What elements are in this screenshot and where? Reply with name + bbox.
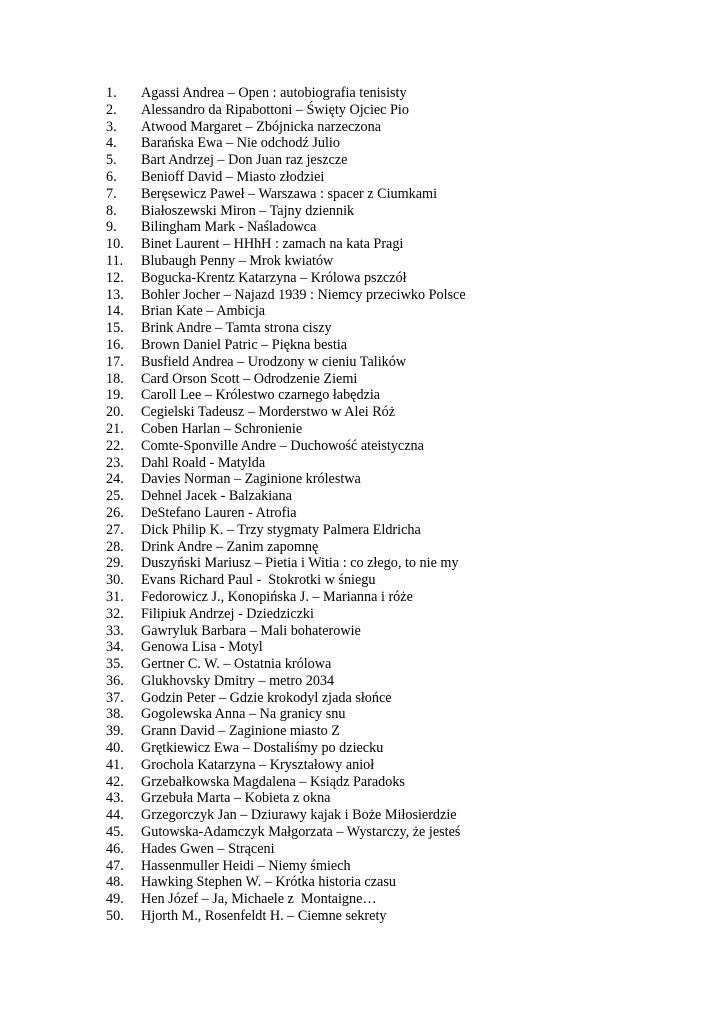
item-text: Alessandro da Ripabottoni – Święty Ojciec Pio	[141, 101, 409, 118]
item-number: 27.	[106, 521, 124, 538]
item-number: 28.	[106, 538, 124, 555]
list-item	[106, 790, 466, 807]
item-text: Bogucka-Krentz Katarzyna – Królowa pszczół	[141, 269, 407, 286]
list-item	[106, 371, 466, 388]
item-number: 11.	[106, 252, 124, 269]
item-text: Evans Richard Paul - Stokrotki w śniegu	[141, 572, 376, 589]
list-item	[106, 219, 466, 236]
item-number: 1.	[106, 85, 117, 101]
list-item	[106, 572, 466, 589]
item-text: Hawking Stephen W. – Krótka historia czasu	[141, 874, 396, 891]
item-number: 2.	[106, 101, 117, 118]
item-text: Dahl Roald - Matylda	[141, 454, 266, 471]
list-item	[106, 102, 466, 119]
item-text: Blubaugh Penny – Mrok kwiatów	[141, 252, 334, 269]
item-text: Barańska Ewa – Nie odchodź Julio	[141, 135, 340, 152]
item-number: 45.	[106, 824, 124, 841]
item-number: 30.	[106, 572, 124, 589]
item-text: Dehnel Jacek - Balzakiana	[141, 488, 292, 505]
item-number: 15.	[106, 320, 124, 337]
item-text: Card Orson Scott – Odrodzenie Ziemi	[141, 370, 358, 387]
list-item	[106, 807, 466, 824]
item-number: 22.	[106, 437, 124, 454]
list-item	[106, 488, 466, 505]
item-number: 47.	[106, 857, 124, 874]
item-number: 23.	[106, 454, 124, 471]
item-text: Filipiuk Andrzej - Dziedziczki	[141, 605, 314, 622]
item-number: 21.	[106, 420, 124, 437]
list-item	[106, 152, 466, 169]
item-text: Grann David – Zaginione miasto Z	[141, 723, 340, 740]
item-number: 36.	[106, 672, 124, 689]
list-item	[106, 471, 466, 488]
item-text: Busfield Andrea – Urodzony w cieniu Talików	[141, 353, 407, 370]
item-number: 46.	[106, 840, 124, 857]
item-number: 42.	[106, 773, 124, 790]
item-text: Caroll Lee – Królestwo czarnego łabędzia	[141, 387, 381, 404]
item-text: Atwood Margaret – Zbójnicka narzeczona	[141, 118, 382, 135]
item-number: 9.	[106, 219, 117, 236]
item-text: Bilingham Mark - Naśladowca	[141, 219, 317, 236]
item-number: 34.	[106, 639, 124, 656]
list-item	[106, 169, 466, 186]
list-item	[106, 522, 466, 539]
list-item	[106, 757, 466, 774]
list-item	[106, 186, 466, 203]
list-item	[106, 203, 466, 220]
item-text: Bart Andrzej – Don Juan raz jeszcze	[141, 152, 348, 169]
item-number: 16.	[106, 336, 124, 353]
item-number: 24.	[106, 471, 124, 488]
list-item	[106, 706, 466, 723]
item-text: Dick Philip K. – Trzy stygmaty Palmera Eldricha	[141, 521, 421, 538]
item-number: 29.	[106, 555, 124, 572]
item-number: 3.	[106, 118, 117, 135]
item-number: 26.	[106, 504, 124, 521]
list-item	[106, 303, 466, 320]
item-text: Comte-Sponville Andre – Duchowość ateistyczna	[141, 437, 424, 454]
item-number: 10.	[106, 236, 124, 253]
item-number: 8.	[106, 202, 117, 219]
item-text: Hades Gwen – Strąceni	[141, 840, 275, 857]
list-item	[106, 270, 466, 287]
item-number: 25.	[106, 488, 124, 505]
item-number: 37.	[106, 689, 124, 706]
item-number: 32.	[106, 605, 124, 622]
list-item	[106, 858, 466, 875]
list-item	[106, 589, 466, 606]
item-text: Grętkiewicz Ewa – Dostaliśmy po dziecku	[141, 740, 384, 757]
list-item	[106, 639, 466, 656]
item-number: 5.	[106, 152, 117, 169]
item-text: Brown Daniel Patric – Piękna bestia	[141, 336, 348, 353]
list-item	[106, 287, 466, 304]
item-text: Cegielski Tadeusz – Morderstwo w Alei Róż	[141, 404, 396, 421]
item-text: Genowa Lisa - Motyl	[141, 639, 263, 656]
item-number: 6.	[106, 168, 117, 185]
item-text: Benioff David – Miasto złodziei	[141, 168, 325, 185]
list-item	[106, 656, 466, 673]
item-text: Davies Norman – Zaginione królestwa	[141, 471, 361, 488]
item-text: Binet Laurent – HHhH : zamach na kata Pragi	[141, 236, 404, 253]
list-item	[106, 774, 466, 791]
item-text: Grochola Katarzyna – Kryształowy anioł	[141, 756, 375, 773]
item-text: Brink Andre – Tamta strona ciszy	[141, 320, 332, 337]
list-item	[106, 253, 466, 270]
item-text: Bohler Jocher – Najazd 1939 : Niemcy przeciwko Polsce	[141, 286, 466, 303]
item-text: DeStefano Lauren - Atrofia	[141, 504, 297, 521]
item-text: Gawryluk Barbara – Mali bohaterowie	[141, 622, 361, 639]
list-item	[106, 723, 466, 740]
item-number: 40.	[106, 740, 124, 757]
list-item	[106, 539, 466, 556]
list-item	[106, 824, 466, 841]
list-item	[106, 354, 466, 371]
item-text: Gertner C. W. – Ostatnia królowa	[141, 656, 332, 673]
item-text: Grzebuła Marta – Kobieta z okna	[141, 790, 331, 807]
list-item	[106, 690, 466, 707]
item-number: 4.	[106, 135, 117, 152]
list-item	[106, 555, 466, 572]
item-number: 50.	[106, 908, 124, 925]
item-text: Białoszewski Miron – Tajny dziennik	[141, 202, 355, 219]
item-number: 33.	[106, 622, 124, 639]
item-number: 12.	[106, 269, 124, 286]
item-number: 44.	[106, 807, 124, 824]
item-number: 38.	[106, 706, 124, 723]
item-number: 48.	[106, 874, 124, 891]
list-item	[106, 623, 466, 640]
item-text: Hen Józef – Ja, Michaele z Montaigne…	[141, 891, 377, 908]
list-item	[106, 387, 466, 404]
item-text: Grzebałkowska Magdalena – Ksiądz Paradoks	[141, 773, 405, 790]
item-text: Brian Kate – Ambicja	[141, 303, 266, 320]
list-item	[106, 85, 466, 102]
item-text: Glukhovsky Dmitry – metro 2034	[141, 672, 335, 689]
list-item	[106, 421, 466, 438]
list-item	[106, 135, 466, 152]
list-item	[106, 455, 466, 472]
item-number: 43.	[106, 790, 124, 807]
item-text: Coben Harlan – Schronienie	[141, 420, 303, 437]
item-number: 20.	[106, 404, 124, 421]
item-number: 31.	[106, 588, 124, 605]
list-item	[106, 119, 466, 136]
list-item	[106, 673, 466, 690]
list-item	[106, 874, 466, 891]
item-text: Gogolewska Anna – Na granicy snu	[141, 706, 346, 723]
book-list	[106, 85, 466, 925]
list-item	[106, 891, 466, 908]
item-text: Drink Andre – Zanim zapomnę	[141, 538, 319, 555]
item-number: 19.	[106, 387, 124, 404]
list-item	[106, 841, 466, 858]
item-text: Fedorowicz J., Konopińska J. – Marianna i róże	[141, 588, 413, 605]
item-number: 17.	[106, 353, 124, 370]
item-text: Godzin Peter – Gdzie krokodyl zjada słońce	[141, 689, 392, 706]
list-item	[106, 404, 466, 421]
item-text: Duszyński Mariusz – Pietia i Witia : co złego, to nie my	[141, 555, 459, 572]
list-item	[106, 505, 466, 522]
item-number: 39.	[106, 723, 124, 740]
item-number: 13.	[106, 286, 124, 303]
item-number: 35.	[106, 656, 124, 673]
item-number: 14.	[106, 303, 124, 320]
item-text: Beręsewicz Paweł – Warszawa : spacer z Ciumkami	[141, 185, 438, 202]
item-number: 18.	[106, 370, 124, 387]
item-number: 7.	[106, 185, 117, 202]
list-item	[106, 740, 466, 757]
list-item	[106, 438, 466, 455]
list-item	[106, 236, 466, 253]
item-text: Gutowska-Adamczyk Małgorzata – Wystarczy, że jesteś	[141, 824, 461, 841]
item-text: Grzegorczyk Jan – Dziurawy kajak i Boże Miłosierdzie	[141, 807, 457, 824]
list-item	[106, 337, 466, 354]
list-item	[106, 320, 466, 337]
item-text: Hjorth M., Rosenfeldt H. – Ciemne sekrety	[141, 908, 387, 925]
item-text: Agassi Andrea – Open : autobiografia tenisisty	[141, 85, 407, 101]
item-text: Hassenmuller Heidi – Niemy śmiech	[141, 857, 351, 874]
list-item	[106, 606, 466, 623]
item-number: 41.	[106, 756, 124, 773]
list-item	[106, 908, 466, 925]
item-number: 49.	[106, 891, 124, 908]
